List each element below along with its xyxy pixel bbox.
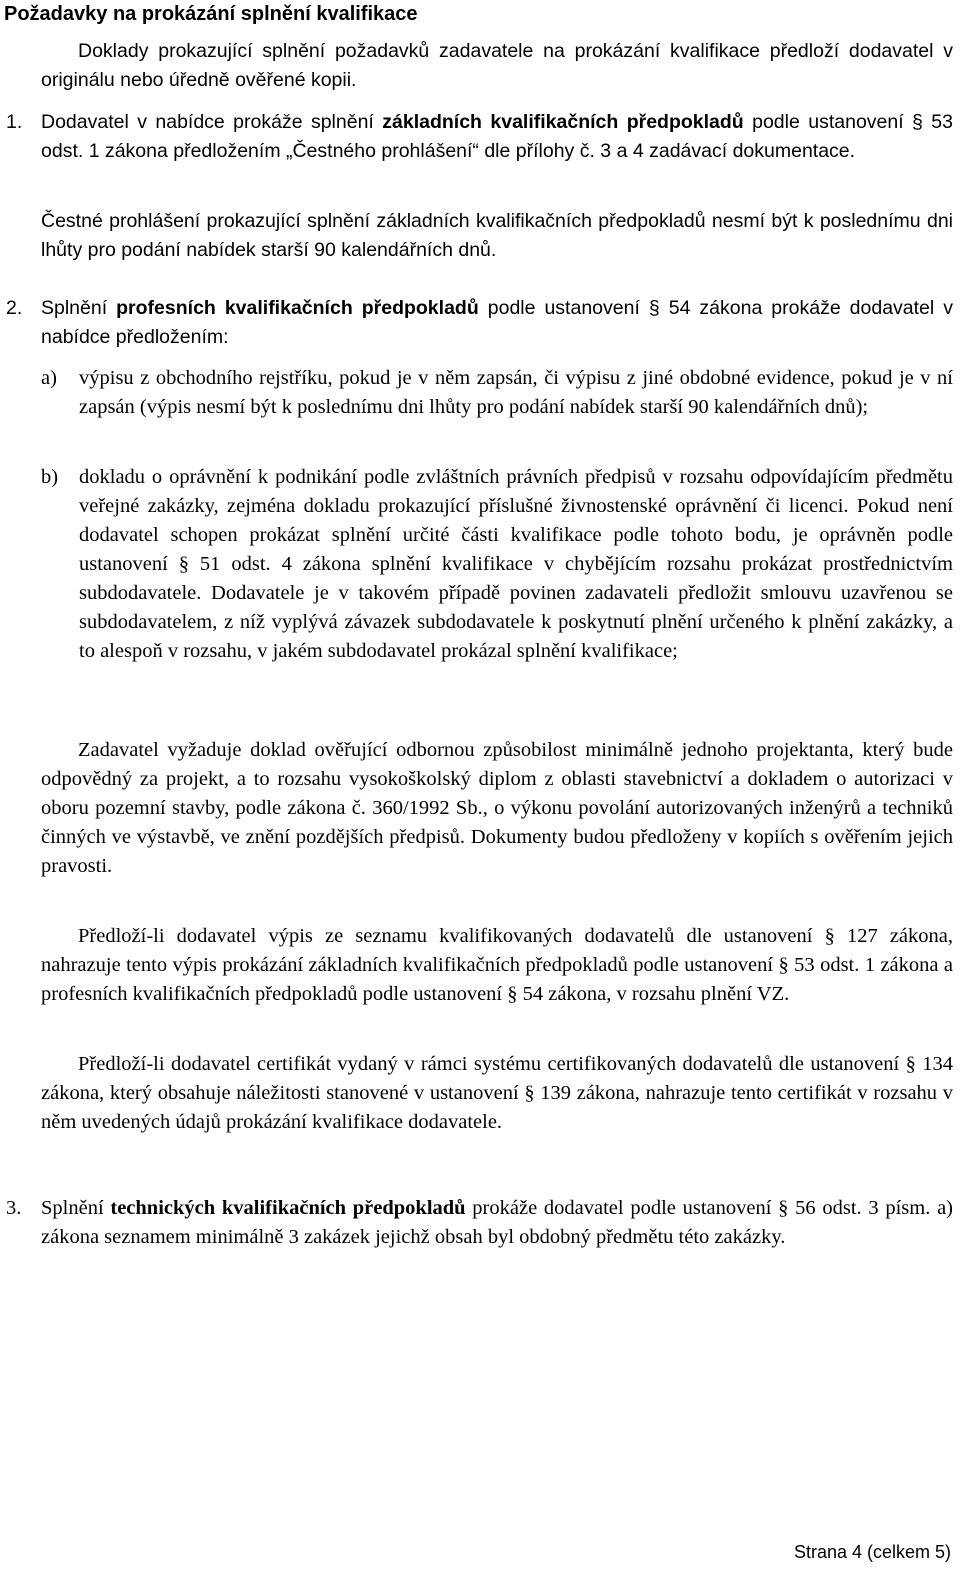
- intro-text: Doklady prokazující splnění požadavků zadavatele na prokázání kvalifikace předloží dodavatel v originálu nebo úředně ověřené kopii.: [41, 40, 953, 91]
- item1-text-before: Dodavatel v nabídce prokáže splnění: [41, 111, 383, 133]
- paragraph-seznam-text: Předloží-li dodavatel výpis ze seznamu kvalifikovaných dodavatelů dle ustanovení § 127 zákona, nahrazuje tento výpis prokázání základních kvalifikačních předpokladů podle ustanovení § 53 odst. 1 zákona a profesních kvalifikačních předpokladů podle ustanovení § 54 zákona, v rozsahu plnění VZ.: [41, 925, 953, 1005]
- paragraph-certifikat: [41, 1050, 953, 1137]
- item2-bold-term: profesních kvalifikačních předpokladů: [116, 297, 479, 319]
- item1-paragraph: [41, 108, 953, 166]
- item1-note-text: Čestné prohlášení prokazující splnění základních kvalifikačních předpokladů nesmí být k poslednímu dni lhůty pro podání nabídek starší 90 kalendářních dnů.: [41, 210, 953, 261]
- paragraph-seznam: [41, 922, 953, 1009]
- paragraph-zadavatel: [41, 736, 953, 881]
- item2-sub-a: [79, 364, 953, 422]
- item3-bold-term: technických kvalifikačních předpokladů: [110, 1197, 466, 1219]
- paragraph-zadavatel-text: Zadavatel vyžaduje doklad ověřující odbornou způsobilost minimálně jednoho projektanta, který bude odpovědný za projekt, a to rozsahu vysokoškolský diplom z oblasti stavebnictví a dokladem o autorizaci v oboru pozemní stavby, podle zákona č. 360/1992 Sb., o výkonu povolání autorizovaných inženýrů a techniků činných ve výstavbě, ve znění pozdějších předpisů. Dokumenty budou předloženy v kopiích s ověřením jejich pravosti.: [41, 739, 953, 877]
- item2-sub-b-label: b): [41, 466, 59, 488]
- item2-paragraph: [41, 294, 953, 352]
- item1-number: 1.: [6, 111, 23, 133]
- item2-sub-a-text: výpisu z obchodního rejstříku, pokud je v něm zapsán, či výpisu z jiné obdobné evidence, pokud je v ní zapsán (výpis nesmí být k poslednímu dni lhůty pro podání nabídek starší 90 kalendářních dnů);: [79, 367, 953, 418]
- item3-text-after: prokáže dodavatel podle ustanovení § 56 odst. 3 písm. a) zákona seznamem minimálně 3 zakázek jejichž obsah byl obdobný předmětu této zakázky.: [41, 1197, 954, 1248]
- item2-sub-b: [79, 463, 953, 666]
- item2-sub-a-label: a): [41, 367, 57, 389]
- item3-number: 3.: [6, 1197, 22, 1219]
- item2-sub-b-text: dokladu o oprávnění k podnikání podle zvláštních právních předpisů v rozsahu odpovídajícím předmětu veřejné zakázky, zejména dokladu prokazující příslušné živnostenské oprávnění či licenci. Pokud není dodavatel schopen prokázat splnění určité části kvalifikace podle tohoto bodu, je oprávněn podle ustanovení § 51 odst. 4 zákona splnění kvalifikace v chybějícím rozsahu prokázat prostřednictvím subdodavatele. Dodavatele je v takovém případě povinen zadavateli předložit smlouvu uzavřenou se subdodavatelem, z níž vyplývá závazek subdodavatele k poskytnutí plnění určeného k plnění zakázky, a to alespoň v rozsahu, v jakém subdodavatel prokázal splnění kvalifikace;: [79, 466, 953, 662]
- item1-bold-term: základních kvalifikačních předpokladů: [382, 111, 744, 133]
- item2-number: 2.: [6, 297, 23, 319]
- page-title: Požadavky na prokázání splnění kvalifikace: [4, 3, 418, 25]
- item2-text-before: Splnění: [41, 297, 117, 319]
- item3-text-before: Splnění: [41, 1197, 111, 1219]
- item3-paragraph: [41, 1194, 953, 1252]
- item1-text-after: podle ustanovení § 53 odst. 1 zákona předložením „Čestného prohlášení“ dle přílohy č. 3 a 4 zadávací dokumentace.: [41, 111, 953, 162]
- page-number-footer: Strana 4 (celkem 5): [793, 1542, 951, 1562]
- intro-paragraph: [41, 37, 953, 95]
- item2-text-after: podle ustanovení § 54 zákona prokáže dodavatel v nabídce předložením:: [41, 297, 953, 348]
- item1-note: [41, 207, 953, 265]
- paragraph-certifikat-text: Předloží-li dodavatel certifikát vydaný v rámci systému certifikovaných dodavatelů dle ustanovení § 134 zákona, který obsahuje náležitosti stanovené v ustanovení § 139 zákona, nahrazuje tento certifikát v rozsahu v něm uvedených údajů prokázání kvalifikace dodavatele.: [41, 1053, 953, 1133]
